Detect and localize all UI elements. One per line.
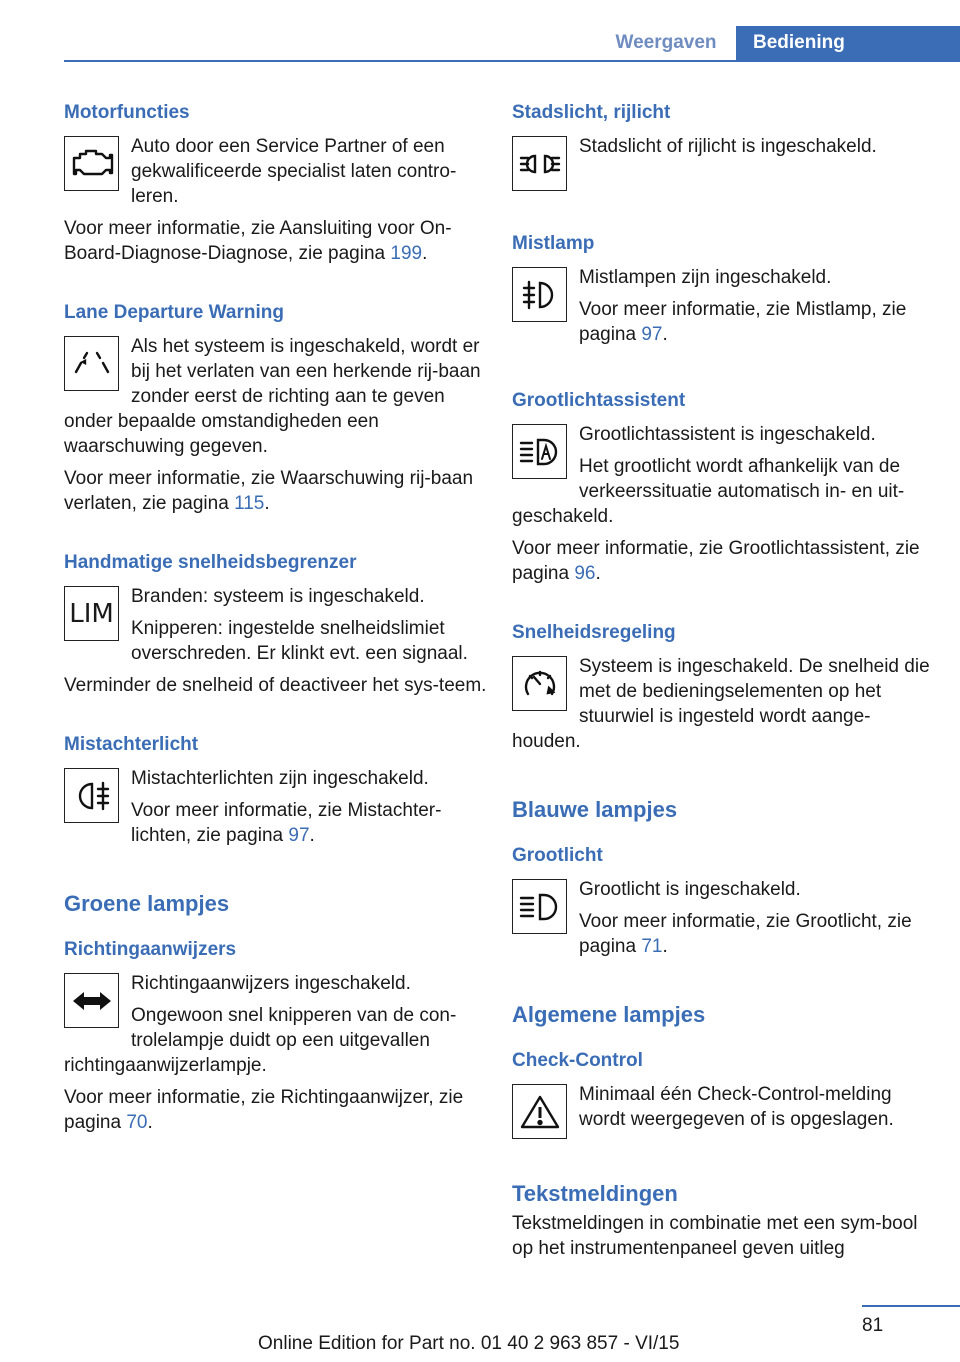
section-snelheidsregeling [512,620,932,761]
page-link-97[interactable]: 97 [641,324,663,345]
lim-text-1: Branden: systeem is ingeschakeld. [131,586,425,607]
section-title: Mistlamp [512,233,595,254]
section-title: Grootlicht [512,845,603,866]
motor-text: Auto door een Service Partner of een gekwalificeerde specialist laten contro-leren. [131,136,457,207]
hba-text-1: Grootlichtassistent is ingeschakeld. [579,424,876,445]
footer-rule [862,1305,960,1307]
high-text: Grootlicht is ingeschakeld. [579,879,801,900]
motor-ref: Voor meer informatie, zie Aansluiting voor On-Board-Diagnose-Diagnose, zie pagina 199. [64,218,452,264]
lane-ref: Voor meer informatie, zie Waarschuwing rij-baan verlaten, zie pagina 115. [64,468,474,514]
hba-text-2: Het grootlicht wordt afhankelijk van de verkeerssituatie automatisch in- en uit-geschakeld. [512,456,905,527]
group-title-tekstmeldingen: Tekstmeldingen [512,1181,678,1206]
section-title: Mistachterlicht [64,734,199,755]
header-tab-weergaven: Weergaven [615,32,717,53]
page-link-96[interactable]: 96 [574,563,596,584]
turn-ref: Voor meer informatie, zie Richtingaanwijzer, zie pagina 70. [64,1087,464,1133]
hba-ref: Voor meer informatie, zie Grootlichtassistent, zie pagina 96. [512,538,920,584]
section-lane-departure [64,300,488,516]
high-beam-assist-icon [512,424,567,479]
rearfog-ref: Voor meer informatie, zie Mistachter-lichten, zie pagina 97. [131,800,442,846]
section-title: Motorfuncties [64,102,190,123]
group-title-groene-lampjes: Groene lampjes [64,891,230,916]
page-number: 81 [862,1315,884,1336]
section-grootlichtassistent [512,388,932,586]
fog-text: Mistlampen zijn ingeschakeld. [579,267,832,288]
high-beam-icon [512,879,567,934]
right-column [512,100,932,1268]
rearfog-text: Mistachterlichten zijn ingeschakeld. [131,768,429,789]
header-rule [64,60,960,62]
fog-light-icon [512,267,567,322]
section-richtingaanwijzers [64,937,488,1135]
engine-icon [64,136,119,191]
left-column [64,100,488,1169]
section-motorfuncties [64,100,488,266]
section-title: Handmatige snelheidsbegrenzer [64,552,357,573]
section-stadslicht [512,100,932,197]
lim-label: LIM [69,598,114,629]
turn-signal-icon [64,973,119,1028]
speed-limiter-icon [64,586,119,641]
turn-text-1: Richtingaanwijzers ingeschakeld. [131,973,411,994]
section-title: Check-Control [512,1050,643,1071]
cruise-control-icon [512,656,567,711]
page-link-71[interactable]: 71 [641,936,663,957]
parking-light-icon [512,136,567,191]
page-link-97[interactable]: 97 [288,825,310,846]
lim-text-2: Knipperen: ingestelde snelheidslimiet overschreden. Er klinkt evt. een signaal. [131,618,468,664]
header-tab-bediening: Bediening [736,26,960,62]
section-title: Lane Departure Warning [64,302,284,323]
lane-text: Als het systeem is ingeschakeld, wordt er bij het verlaten van een herkende rij-baan zonder eerst de richting aan te geven onder bepaalde omstandigheden een waarschuwing gegeven. [64,336,481,457]
lane-departure-icon [64,336,119,391]
section-check-control [512,1048,932,1145]
check-text: Minimaal één Check-Control-melding wordt weergegeven of is opgeslagen. [579,1084,894,1130]
edition-line: Online Edition for Part no. 01 40 2 963 857 - VI/15 [258,1333,680,1354]
section-title: Richtingaanwijzers [64,939,237,960]
turn-text-2: Ongewoon snel knipperen van de con-trolelampje duidt op een uitgevallen richtingaanwijzerlampje. [64,1005,457,1076]
group-title-blauwe-lampjes: Blauwe lampjes [512,797,678,822]
group-title-algemene-lampjes: Algemene lampjes [512,1002,706,1027]
section-mistlamp [512,231,932,354]
cruise-text: Systeem is ingeschakeld. De snelheid die met de bedieningselementen op het stuurwiel is ingesteld wordt aange-houden. [512,656,930,752]
section-title: Stadslicht, rijlicht [512,102,671,123]
section-mistachterlicht [64,732,488,855]
warning-triangle-icon [512,1084,567,1139]
high-ref: Voor meer informatie, zie Grootlicht, zie pagina 71. [579,911,912,957]
section-title: Grootlichtassistent [512,390,686,411]
text-messages-text: Tekstmeldingen in combinatie met een sym-bool op het instrumentenpaneel geven uitleg [512,1213,918,1259]
page-link-115[interactable]: 115 [234,493,265,514]
page-link-70[interactable]: 70 [126,1112,148,1133]
page-link-199[interactable]: 199 [390,243,423,264]
section-speed-limiter [64,550,488,698]
rear-fog-light-icon [64,768,119,823]
fog-ref: Voor meer informatie, zie Mistlamp, zie pagina 97. [579,299,907,345]
section-title: Snelheidsregeling [512,622,676,643]
lim-text-3: Verminder de snelheid of deactiveer het sys-teem. [64,675,487,696]
section-grootlicht [512,843,932,966]
park-text: Stadslicht of rijlicht is ingeschakeld. [579,136,877,157]
